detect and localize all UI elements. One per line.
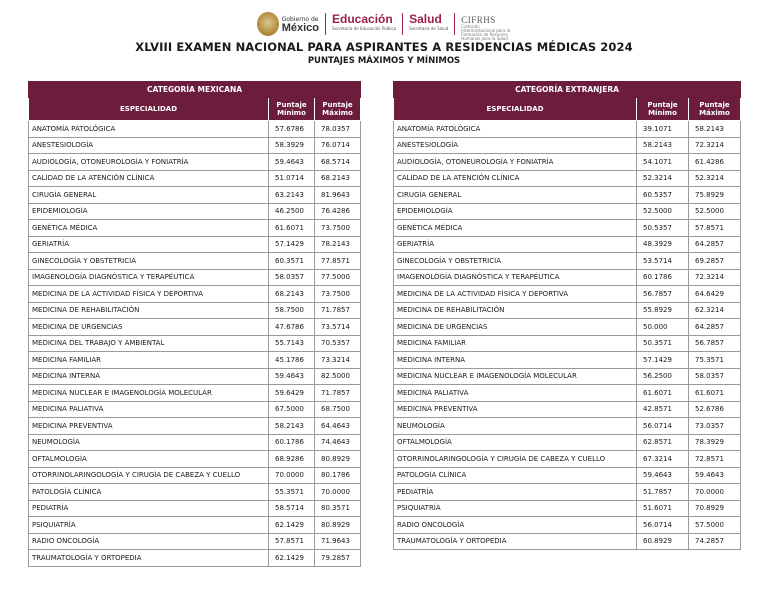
max-score-cell: 73.7500: [315, 220, 361, 237]
min-score-cell: 56.0714: [637, 418, 689, 435]
gobierno-small-text: Gobierno de: [281, 16, 319, 23]
specialty-cell: MEDICINA DE REHABILITACIÓN: [394, 302, 637, 319]
min-score-cell: 67.5000: [269, 401, 315, 418]
gobierno-logo: [257, 12, 319, 36]
max-score-cell: 75.8929: [689, 187, 741, 204]
table-row: [29, 434, 361, 451]
specialty-cell: PEDIATRÍA: [394, 484, 637, 501]
specialty-cell: IMAGENOLOGÍA DIAGNÓSTICA Y TERAPÉUTICA: [29, 269, 269, 286]
max-score-cell: 73.0357: [689, 418, 741, 435]
max-score-cell: 69.2857: [689, 253, 741, 270]
specialty-cell: MEDICINA DE URGENCIAS: [394, 319, 637, 336]
min-score-cell: 55.3571: [269, 484, 315, 501]
min-score-cell: 57.1429: [637, 352, 689, 369]
specialty-cell: EPIDEMIOLOGÍA: [29, 203, 269, 220]
min-score-cell: 58.3929: [269, 137, 315, 154]
specialty-cell: RADIO ONCOLOGÍA: [394, 517, 637, 534]
max-score-cell: 57.5000: [689, 517, 741, 534]
specialty-cell: MEDICINA DE URGENCIAS: [29, 319, 269, 336]
max-score-cell: 78.0357: [315, 121, 361, 138]
table-row: [394, 335, 741, 352]
max-score-cell: 64.2857: [689, 236, 741, 253]
max-score-cell: 71.9643: [315, 533, 361, 550]
min-score-cell: 52.5000: [637, 203, 689, 220]
min-score-cell: 58.2143: [269, 418, 315, 435]
table-row: [29, 352, 361, 369]
national-seal-icon: [257, 12, 279, 36]
max-score-cell: 70.0000: [689, 484, 741, 501]
max-score-cell: 61.4286: [689, 154, 741, 171]
min-score-cell: 53.5714: [637, 253, 689, 270]
educacion-small-text: Secretaría de Educación Pública: [332, 26, 397, 31]
table-row: [29, 484, 361, 501]
specialty-cell: AUDIOLOGÍA, OTONEUROLOGÍA Y FONIATRÍA: [29, 154, 269, 171]
logo-divider: [325, 13, 326, 35]
specialty-cell: MEDICINA FAMILIAR: [394, 335, 637, 352]
column-header-max: Puntaje Máximo: [689, 98, 741, 121]
educacion-text: Educación: [332, 12, 393, 26]
column-header-min: Puntaje Mínimo: [269, 98, 315, 121]
table-row: [394, 368, 741, 385]
min-score-cell: 47.6786: [269, 319, 315, 336]
min-score-cell: 59.6429: [269, 385, 315, 402]
min-score-cell: 59.4643: [637, 467, 689, 484]
column-header-max: Puntaje Máximo: [315, 98, 361, 121]
max-score-cell: 71.7857: [315, 302, 361, 319]
table-row: [394, 352, 741, 369]
specialty-cell: PSIQUIATRÍA: [29, 517, 269, 534]
salud-text: Salud: [409, 12, 442, 26]
min-score-cell: 48.3929: [637, 236, 689, 253]
salud-small-text: Secretaría de Salud: [409, 26, 449, 31]
table-row: [394, 236, 741, 253]
max-score-cell: 81.9643: [315, 187, 361, 204]
max-score-cell: 52.3214: [689, 170, 741, 187]
table-row: [394, 220, 741, 237]
table-row: [394, 385, 741, 402]
specialty-cell: GENÉTICA MÉDICA: [29, 220, 269, 237]
column-header-especialidad: ESPECIALIDAD: [394, 98, 637, 121]
max-score-cell: 57.8571: [689, 220, 741, 237]
table-row: [394, 418, 741, 435]
table-row: [29, 236, 361, 253]
min-score-cell: 59.4643: [269, 368, 315, 385]
min-score-cell: 55.7143: [269, 335, 315, 352]
specialty-cell: MEDICINA NUCLEAR E IMAGENOLOGÍA MOLECULAR: [29, 385, 269, 402]
max-score-cell: 76.4286: [315, 203, 361, 220]
table-row: [394, 269, 741, 286]
min-score-cell: 60.1786: [637, 269, 689, 286]
max-score-cell: 70.5357: [315, 335, 361, 352]
table-row: [394, 451, 741, 468]
min-score-cell: 61.6071: [637, 385, 689, 402]
table-row: [29, 286, 361, 303]
specialty-cell: CIRUGÍA GENERAL: [29, 187, 269, 204]
specialty-cell: MEDICINA DEL TRABAJO Y AMBIENTAL: [29, 335, 269, 352]
table-row: [29, 253, 361, 270]
max-score-cell: 72.8571: [689, 451, 741, 468]
document-subtitle: PUNTAJES MÁXIMOS Y MÍNIMOS: [307, 56, 461, 66]
table-row: [29, 269, 361, 286]
min-score-cell: 62.1429: [269, 517, 315, 534]
max-score-cell: 58.2143: [689, 121, 741, 138]
table-row: [29, 121, 361, 138]
category-header: CATEGORÍA EXTRANJERA: [394, 82, 741, 98]
min-score-cell: 57.6786: [269, 121, 315, 138]
min-score-cell: 52.3214: [637, 170, 689, 187]
specialty-cell: MEDICINA DE LA ACTIVIDAD FÍSICA Y DEPORTIVA: [394, 286, 637, 303]
specialty-cell: MEDICINA PREVENTIVA: [29, 418, 269, 435]
max-score-cell: 52.6786: [689, 401, 741, 418]
column-header-min: Puntaje Mínimo: [637, 98, 689, 121]
table-row: [29, 500, 361, 517]
specialty-cell: PEDIATRÍA: [29, 500, 269, 517]
specialty-cell: GERIATRÍA: [394, 236, 637, 253]
table-row: [394, 401, 741, 418]
table-row: [394, 319, 741, 336]
min-score-cell: 56.7857: [637, 286, 689, 303]
table-row: [394, 137, 741, 154]
column-header-especialidad: ESPECIALIDAD: [29, 98, 269, 121]
max-score-cell: 61.6071: [689, 385, 741, 402]
mexican-category-table: [28, 81, 361, 567]
min-score-cell: 39.1071: [637, 121, 689, 138]
min-score-cell: 54.1071: [637, 154, 689, 171]
specialty-cell: OFTALMOLOGÍA: [29, 451, 269, 468]
min-score-cell: 60.5357: [637, 187, 689, 204]
min-score-cell: 57.1429: [269, 236, 315, 253]
table-body: [29, 121, 361, 567]
educacion-logo: [332, 14, 396, 34]
salud-logo: [409, 14, 448, 34]
specialty-cell: ANATOMÍA PATOLÓGICA: [29, 121, 269, 138]
min-score-cell: 61.6071: [269, 220, 315, 237]
logo-divider: [454, 13, 455, 35]
table-row: [394, 302, 741, 319]
min-score-cell: 60.3571: [269, 253, 315, 270]
specialty-cell: ANATOMÍA PATOLÓGICA: [394, 121, 637, 138]
table-row: [29, 203, 361, 220]
table-row: [29, 451, 361, 468]
max-score-cell: 56.7857: [689, 335, 741, 352]
table-row: [394, 467, 741, 484]
min-score-cell: 51.6071: [637, 500, 689, 517]
specialty-cell: MEDICINA PALIATIVA: [29, 401, 269, 418]
min-score-cell: 56.0714: [637, 517, 689, 534]
max-score-cell: 64.2857: [689, 319, 741, 336]
specialty-cell: MEDICINA INTERNA: [29, 368, 269, 385]
cifrhs-small-text: Comisión Interinstitucional para la Formación de Recursos Humanos para la Salud: [461, 24, 511, 41]
specialty-cell: ANESTESIOLOGÍA: [29, 137, 269, 154]
table-row: [29, 533, 361, 550]
specialty-cell: OTORRINOLARINGOLOGÍA Y CIRUGÍA DE CABEZA Y CUELLO: [29, 467, 269, 484]
table-row: [29, 418, 361, 435]
max-score-cell: 76.0714: [315, 137, 361, 154]
specialty-cell: CALIDAD DE LA ATENCIÓN CLÍNICA: [394, 170, 637, 187]
min-score-cell: 50.5357: [637, 220, 689, 237]
logo-divider: [402, 13, 403, 35]
min-score-cell: 51.7857: [637, 484, 689, 501]
table-row: [394, 500, 741, 517]
specialty-cell: OTORRINOLARINGOLOGÍA Y CIRUGÍA DE CABEZA Y CUELLO: [394, 451, 637, 468]
min-score-cell: 58.5714: [269, 500, 315, 517]
specialty-cell: EPIDEMIOLOGÍA: [394, 203, 637, 220]
max-score-cell: 68.2143: [315, 170, 361, 187]
specialty-cell: TRAUMATOLOGÍA Y ORTOPEDIA: [394, 533, 637, 550]
table-row: [394, 253, 741, 270]
min-score-cell: 62.8571: [637, 434, 689, 451]
table-row: [394, 484, 741, 501]
max-score-cell: 73.7500: [315, 286, 361, 303]
specialty-cell: MEDICINA PALIATIVA: [394, 385, 637, 402]
specialty-cell: PATOLOGÍA CLÍNICA: [29, 484, 269, 501]
specialty-cell: NEUMOLOGÍA: [394, 418, 637, 435]
cifrhs-text: CIFRHS: [461, 15, 496, 25]
max-score-cell: 77.5000: [315, 269, 361, 286]
table-row: [394, 187, 741, 204]
table-row: [29, 302, 361, 319]
document-title: XLVIII EXAMEN NACIONAL PARA ASPIRANTES A RESIDENCIAS MÉDICAS 2024: [135, 40, 633, 54]
max-score-cell: 80.1786: [315, 467, 361, 484]
table-row: [29, 319, 361, 336]
min-score-cell: 58.2143: [637, 137, 689, 154]
table-row: [29, 385, 361, 402]
specialty-cell: CALIDAD DE LA ATENCIÓN CLÍNICA: [29, 170, 269, 187]
specialty-cell: RADIO ONCOLOGÍA: [29, 533, 269, 550]
specialty-cell: GINECOLOGÍA Y OBSTETRICIA: [394, 253, 637, 270]
min-score-cell: 60.1786: [269, 434, 315, 451]
max-score-cell: 75.3571: [689, 352, 741, 369]
max-score-cell: 80.8929: [315, 451, 361, 468]
table-row: [394, 517, 741, 534]
specialty-cell: ANESTESIOLOGÍA: [394, 137, 637, 154]
specialty-cell: MEDICINA FAMILIAR: [29, 352, 269, 369]
max-score-cell: 78.3929: [689, 434, 741, 451]
min-score-cell: 62.1429: [269, 550, 315, 567]
max-score-cell: 68.5714: [315, 154, 361, 171]
specialty-cell: GERIATRÍA: [29, 236, 269, 253]
table-row: [394, 121, 741, 138]
max-score-cell: 74.4643: [315, 434, 361, 451]
table-row: [29, 368, 361, 385]
min-score-cell: 63.2143: [269, 187, 315, 204]
max-score-cell: 73.3214: [315, 352, 361, 369]
min-score-cell: 46.2500: [269, 203, 315, 220]
min-score-cell: 45.1786: [269, 352, 315, 369]
max-score-cell: 52.5000: [689, 203, 741, 220]
specialty-cell: MEDICINA INTERNA: [394, 352, 637, 369]
max-score-cell: 79.2857: [315, 550, 361, 567]
max-score-cell: 64.6429: [689, 286, 741, 303]
min-score-cell: 68.2143: [269, 286, 315, 303]
specialty-cell: MEDICINA NUCLEAR E IMAGENOLOGÍA MOLECULAR: [394, 368, 637, 385]
gobierno-big-text: México: [281, 22, 320, 34]
table-row: [29, 220, 361, 237]
cifrhs-logo: [461, 15, 511, 41]
specialty-cell: GENÉTICA MÉDICA: [394, 220, 637, 237]
min-score-cell: 70.0000: [269, 467, 315, 484]
min-score-cell: 55.8929: [637, 302, 689, 319]
specialty-cell: CIRUGÍA GENERAL: [394, 187, 637, 204]
table-row: [29, 550, 361, 567]
max-score-cell: 82.5000: [315, 368, 361, 385]
max-score-cell: 77.8571: [315, 253, 361, 270]
max-score-cell: 62.3214: [689, 302, 741, 319]
foreign-category-table: [393, 81, 741, 550]
table-row: [29, 517, 361, 534]
max-score-cell: 68.7500: [315, 401, 361, 418]
table-row: [394, 154, 741, 171]
table-row: [29, 335, 361, 352]
specialty-cell: MEDICINA DE LA ACTIVIDAD FÍSICA Y DEPORTIVA: [29, 286, 269, 303]
max-score-cell: 80.8929: [315, 517, 361, 534]
category-header: CATEGORÍA MEXICANA: [29, 82, 361, 98]
min-score-cell: 42.8571: [637, 401, 689, 418]
specialty-cell: PSIQUIATRÍA: [394, 500, 637, 517]
table-row: [29, 154, 361, 171]
max-score-cell: 72.3214: [689, 137, 741, 154]
max-score-cell: 71.7857: [315, 385, 361, 402]
table-row: [29, 187, 361, 204]
table-row: [394, 434, 741, 451]
table-row: [394, 533, 741, 550]
min-score-cell: 50.000: [637, 319, 689, 336]
specialty-cell: TRAUMATOLOGÍA Y ORTOPEDIA: [29, 550, 269, 567]
logo-bar: [0, 9, 768, 39]
min-score-cell: 60.8929: [637, 533, 689, 550]
min-score-cell: 50.3571: [637, 335, 689, 352]
min-score-cell: 56.2500: [637, 368, 689, 385]
table-row: [29, 137, 361, 154]
table-row: [394, 203, 741, 220]
table-row: [394, 286, 741, 303]
table-row: [29, 401, 361, 418]
specialty-cell: NEUMOLOGÍA: [29, 434, 269, 451]
max-score-cell: 59.4643: [689, 467, 741, 484]
specialty-cell: AUDIOLOGÍA, OTONEUROLOGÍA Y FONIATRÍA: [394, 154, 637, 171]
max-score-cell: 73.5714: [315, 319, 361, 336]
max-score-cell: 64.4643: [315, 418, 361, 435]
max-score-cell: 70.8929: [689, 500, 741, 517]
min-score-cell: 58.7500: [269, 302, 315, 319]
max-score-cell: 72.3214: [689, 269, 741, 286]
max-score-cell: 74.2857: [689, 533, 741, 550]
min-score-cell: 59.4643: [269, 154, 315, 171]
max-score-cell: 80.3571: [315, 500, 361, 517]
specialty-cell: PATOLOGÍA CLÍNICA: [394, 467, 637, 484]
max-score-cell: 70.0000: [315, 484, 361, 501]
table-row: [394, 170, 741, 187]
specialty-cell: MEDICINA PREVENTIVA: [394, 401, 637, 418]
specialty-cell: MEDICINA DE REHABILITACIÓN: [29, 302, 269, 319]
table-row: [29, 170, 361, 187]
specialty-cell: GINECOLOGÍA Y OBSTETRICIA: [29, 253, 269, 270]
min-score-cell: 68.9286: [269, 451, 315, 468]
specialty-cell: IMAGENOLOGÍA DIAGNÓSTICA Y TERAPÉUTICA: [394, 269, 637, 286]
max-score-cell: 58.0357: [689, 368, 741, 385]
min-score-cell: 67.3214: [637, 451, 689, 468]
min-score-cell: 57.8571: [269, 533, 315, 550]
specialty-cell: OFTALMOLOGÍA: [394, 434, 637, 451]
min-score-cell: 51.0714: [269, 170, 315, 187]
table-row: [29, 467, 361, 484]
min-score-cell: 58.0357: [269, 269, 315, 286]
max-score-cell: 78.2143: [315, 236, 361, 253]
table-body: [394, 121, 741, 550]
